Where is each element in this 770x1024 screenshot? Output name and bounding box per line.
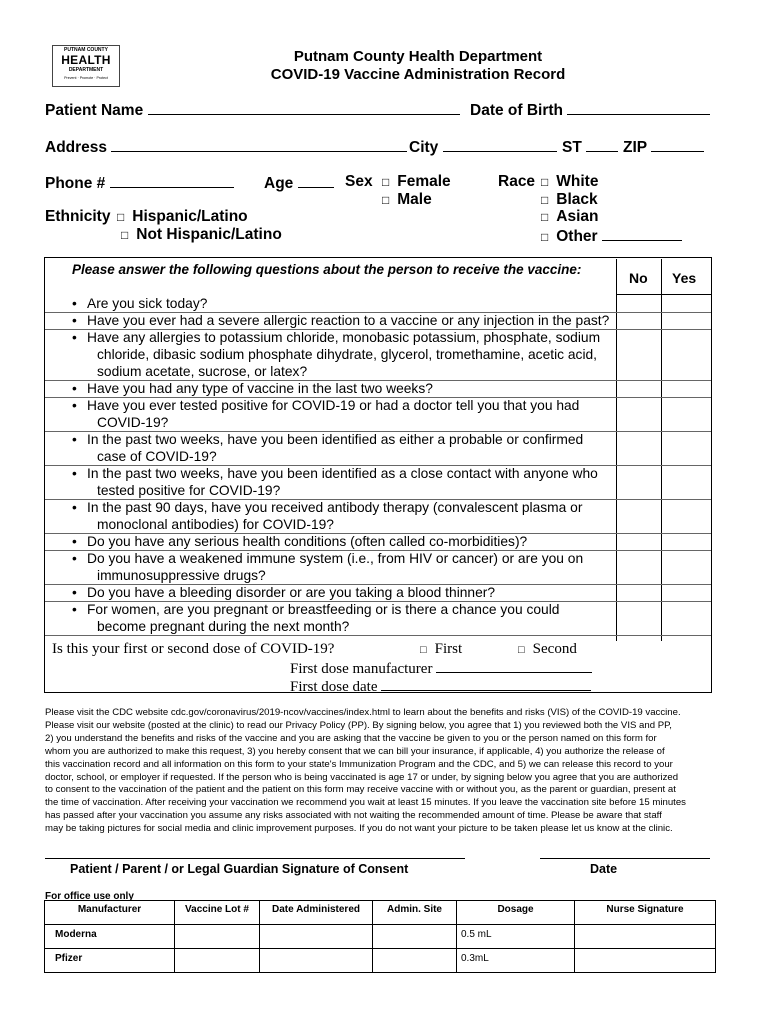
office-column-header: Vaccine Lot #	[185, 904, 249, 915]
answer-yes-cell[interactable]	[662, 499, 711, 533]
question-item	[72, 550, 617, 584]
question-text: In the past 90 days, have you received antibody therapy (convalescent plasma or	[87, 500, 583, 515]
question-text: For women, are you pregnant or breastfeeding or is there a chance you could	[87, 602, 560, 617]
first-dose-date-label: First dose date	[290, 679, 378, 695]
question-text: case of COVID-19?	[97, 449, 217, 464]
address-field[interactable]	[45, 137, 407, 157]
question-text: immunosuppressive drugs?	[97, 568, 266, 583]
patient-name-label: Patient Name	[45, 102, 144, 119]
consent-line: the time of vaccination. After receiving your vaccination we recommend you wait at least 15 minutes. If you leave the vaccination site before 15 minutes	[45, 797, 686, 809]
question-item	[72, 329, 617, 380]
checkbox-icon[interactable]: □	[420, 644, 427, 656]
question-item	[72, 465, 617, 499]
date-administered-cell[interactable]	[260, 925, 373, 949]
answer-no-cell[interactable]	[617, 380, 661, 397]
date-of-birth-label: Date of Birth	[470, 102, 563, 119]
checkbox-icon[interactable]: □	[382, 193, 390, 207]
checkbox-icon[interactable]: □	[117, 210, 125, 224]
sex-option-male[interactable]	[382, 191, 432, 209]
question-text: tested positive for COVID-19?	[97, 483, 281, 498]
logo-tagline: Prevent · Promote · Protect	[64, 76, 108, 80]
answer-yes-cell[interactable]	[662, 533, 711, 550]
first-dose-date-line[interactable]	[381, 677, 591, 691]
admin-site-cell[interactable]	[373, 925, 457, 949]
patient-name-line[interactable]	[148, 100, 460, 115]
race-option-label: Black	[556, 191, 598, 208]
bullet-icon: •	[72, 500, 77, 515]
consent-line: whom you are authorized to make this request, 3) you hereby consent that we can bill your insurance, if applicable, 4) you authorize the release of	[45, 745, 665, 757]
bullet-icon: •	[72, 466, 77, 481]
race-option-white[interactable]	[541, 173, 598, 191]
logo-line-department: DEPARTMENT	[68, 67, 104, 73]
zip-line[interactable]	[651, 137, 704, 152]
ethnicity-option-label: Hispanic/Latino	[132, 208, 248, 225]
questionnaire-heading: Please answer the following questions about the person to receive the vaccine:	[72, 262, 582, 277]
dose-option-label: First	[434, 641, 463, 657]
answer-yes-cell[interactable]	[662, 601, 711, 635]
consent-line: may be taking pictures for social media and clinic improvement purposes. If you do not want your picture to be taken please let us know at the clinic.	[45, 823, 673, 835]
sex-option-female[interactable]	[382, 173, 451, 191]
dose-option-first[interactable]	[420, 641, 462, 658]
answer-no-cell[interactable]	[617, 533, 661, 550]
bullet-icon: •	[72, 330, 77, 345]
column-header-yes: Yes	[672, 270, 697, 286]
row-divider	[45, 635, 711, 636]
office-manufacturer: Pfizer	[55, 953, 83, 964]
question-text: In the past two weeks, have you been identified as either a probable or confirmed	[87, 432, 584, 447]
zip-label: ZIP	[623, 139, 647, 156]
phone-field[interactable]	[45, 173, 234, 193]
race-option-black[interactable]	[541, 191, 598, 209]
city-label: City	[409, 139, 439, 156]
answer-no-cell[interactable]	[617, 312, 661, 329]
question-text: Do you have a weakened immune system (i.e., from HIV or cancer) or are you on	[87, 551, 584, 566]
question-item	[72, 533, 617, 550]
question-item	[72, 312, 617, 329]
answer-yes-cell[interactable]	[662, 465, 711, 499]
page-subtitle: COVID-19 Vaccine Administration Record	[270, 66, 566, 83]
checkbox-icon[interactable]: □	[541, 193, 549, 207]
consent-line: Please visit the CDC website cdc.gov/coronavirus/2019-ncov/vaccines/index.html to learn about the benefits and risks (VIS) of the COVID-19 vaccine.	[45, 707, 681, 718]
question-text: Have you ever tested positive for COVID-19 or had a doctor tell you that you had	[87, 398, 580, 413]
date-of-birth-line[interactable]	[567, 100, 710, 115]
admin-site-cell[interactable]	[373, 949, 457, 973]
dose-question: Is this your first or second dose of COVID-19?	[52, 641, 335, 657]
city-field[interactable]	[409, 137, 557, 157]
answer-yes-cell[interactable]	[662, 312, 711, 329]
question-text: sodium acetate, sucrose, or latex?	[97, 364, 308, 379]
question-item	[72, 397, 617, 431]
answer-yes-cell[interactable]	[662, 329, 711, 380]
answer-no-cell[interactable]	[617, 584, 661, 601]
answer-no-cell[interactable]	[617, 465, 661, 499]
consent-line: this vaccination record and all information on this form to your state's Immunization Program and the CDC, and 5) we can release this record to your	[45, 758, 673, 770]
table-row	[45, 949, 716, 973]
logo-line-health: HEALTH	[61, 53, 111, 67]
office-use-table	[44, 900, 716, 973]
question-text: Are you sick today?	[87, 296, 208, 311]
address-label: Address	[45, 139, 108, 156]
dose-option-second[interactable]	[518, 641, 577, 658]
table-row	[45, 925, 716, 949]
age-field[interactable]	[264, 173, 334, 193]
answer-no-cell[interactable]	[617, 397, 661, 431]
signature-date-label: Date	[590, 862, 618, 876]
race-option-label: White	[556, 173, 599, 190]
date-administered-cell[interactable]	[260, 949, 373, 973]
checkbox-icon[interactable]: □	[541, 175, 549, 189]
bullet-icon: •	[72, 534, 77, 549]
question-text: Have any allergies to potassium chloride, monobasic potassium, phosphate, sodium	[87, 330, 601, 345]
consent-text	[45, 707, 717, 836]
signature-date-line[interactable]	[540, 858, 710, 859]
race-option-asian[interactable]	[541, 208, 598, 226]
ethnicity-option-not-hispanic[interactable]	[121, 226, 282, 244]
page-title: Putnam County Health Department	[293, 48, 543, 65]
race-other-line[interactable]	[602, 226, 682, 241]
phone-label: Phone #	[45, 175, 106, 192]
answer-yes-cell[interactable]	[662, 397, 711, 431]
answer-no-cell[interactable]	[617, 550, 661, 584]
nurse-signature-cell[interactable]	[575, 949, 716, 973]
checkbox-icon[interactable]: □	[518, 644, 525, 656]
office-column-header: Admin. Site	[386, 904, 442, 915]
question-text: monoclonal antibodies) for COVID-19?	[97, 517, 334, 532]
address-line[interactable]	[111, 137, 407, 152]
zip-field[interactable]	[623, 137, 704, 157]
question-text: Do you have a bleeding disorder or are you taking a blood thinner?	[87, 585, 496, 600]
question-text: become pregnant during the next month?	[97, 619, 350, 634]
answer-yes-cell[interactable]	[662, 380, 711, 397]
answer-yes-cell[interactable]	[662, 295, 711, 312]
first-dose-manufacturer-field[interactable]	[290, 659, 592, 678]
office-dosage: 0.3mL	[461, 953, 489, 964]
phone-line[interactable]	[110, 173, 234, 188]
date-of-birth-field[interactable]	[470, 100, 710, 120]
bullet-icon: •	[72, 381, 77, 396]
first-dose-date-field[interactable]	[290, 677, 591, 696]
logo-line-county: PUTNAM COUNTY	[64, 47, 108, 53]
question-text: Do you have any serious health conditions (often called co-morbidities)?	[87, 534, 528, 549]
question-item	[72, 584, 617, 601]
question-text: COVID-19?	[97, 415, 169, 430]
bullet-icon: •	[72, 432, 77, 447]
ethnicity-label: Ethnicity	[45, 208, 111, 225]
office-dosage: 0.5 mL	[461, 929, 492, 940]
question-item	[72, 431, 617, 465]
checkbox-icon[interactable]: □	[541, 210, 549, 224]
question-item	[72, 601, 617, 635]
consent-line: doctor, school, or employer if requested. If the person who is being vaccinated is age 17 or under, by signing below you agree that you are authorized	[45, 771, 679, 783]
question-text: Have you had any type of vaccine in the last two weeks?	[87, 381, 433, 396]
checkbox-icon[interactable]: □	[382, 175, 390, 189]
office-manufacturer: Moderna	[55, 929, 97, 940]
age-label: Age	[264, 175, 294, 192]
consent-line: has passed after your vaccination you assume any risks associated with not waiting the recommended amount of time. Please be aware that staff	[45, 810, 662, 822]
bullet-icon: •	[72, 551, 77, 566]
office-column-header: Manufacturer	[77, 904, 142, 915]
question-item	[72, 499, 617, 533]
race-option-label: Other	[556, 228, 598, 245]
state-field[interactable]	[562, 137, 618, 157]
bullet-icon: •	[72, 398, 77, 413]
question-text: Have you ever had a severe allergic reaction to a vaccine or any injection in the past?	[87, 313, 610, 328]
first-dose-manufacturer-label: First dose manufacturer	[290, 661, 433, 677]
checkbox-icon[interactable]: □	[121, 228, 129, 242]
question-text: In the past two weeks, have you been identified as a close contact with anyone who	[87, 466, 598, 481]
sex-label: Sex	[345, 173, 373, 190]
race-label: Race	[498, 173, 536, 190]
signature-label: Patient / Parent / or Legal Guardian Signature of Consent	[70, 862, 409, 876]
ethnicity-option-hispanic[interactable]	[117, 208, 248, 226]
office-column-header: Date Administered	[272, 904, 360, 915]
age-line[interactable]	[298, 173, 334, 188]
answer-no-cell[interactable]	[617, 499, 661, 533]
answer-yes-cell[interactable]	[662, 431, 711, 465]
bullet-icon: •	[72, 602, 77, 617]
checkbox-icon[interactable]: □	[541, 230, 549, 244]
answer-yes-cell[interactable]	[662, 550, 711, 584]
state-label: ST	[562, 139, 582, 156]
patient-name-field[interactable]	[45, 100, 460, 120]
question-item	[72, 295, 617, 312]
answer-no-cell[interactable]	[617, 431, 661, 465]
city-line[interactable]	[443, 137, 557, 152]
vaccine-lot-cell[interactable]	[175, 925, 260, 949]
sex-option-label: Male	[397, 191, 432, 208]
vaccine-lot-cell[interactable]	[175, 949, 260, 973]
dose-option-label: Second	[532, 641, 577, 657]
answer-no-cell[interactable]	[617, 329, 661, 380]
race-option-other[interactable]	[541, 226, 682, 246]
bullet-icon: •	[72, 296, 77, 311]
sex-option-label: Female	[397, 173, 451, 190]
consent-line: Please visit our website (posted at the clinic) to read our Privacy Policy (PP). By signing below, you agree that 1) you reviewed both the VIS and PP,	[45, 719, 672, 731]
ethnicity-option-label: Not Hispanic/Latino	[136, 226, 282, 243]
first-dose-manufacturer-line[interactable]	[436, 659, 592, 673]
answer-no-cell[interactable]	[617, 601, 661, 635]
question-text: chloride, dibasic sodium phosphate dihydrate, glycerol, tromethamine, acetic acid,	[97, 347, 598, 362]
office-column-header: Dosage	[497, 904, 534, 915]
column-header-no: No	[629, 270, 648, 286]
state-line[interactable]	[586, 137, 618, 152]
nurse-signature-cell[interactable]	[575, 925, 716, 949]
bullet-icon: •	[72, 313, 77, 328]
office-column-header: Nurse Signature	[606, 904, 684, 915]
question-item	[72, 380, 617, 397]
signature-line[interactable]	[45, 858, 465, 859]
answer-yes-cell[interactable]	[662, 584, 711, 601]
bullet-icon: •	[72, 585, 77, 600]
race-option-label: Asian	[556, 208, 599, 225]
consent-line: 2) you understand the benefits and risks of the vaccine and you are asking that the vaccine be given to you or the person named on this form for	[45, 732, 657, 744]
consent-line: to consent to the vaccination of the patient and the patient on this form may receive vaccine with or without you, as the parent or guardian, present at	[45, 784, 676, 796]
answer-no-cell[interactable]	[617, 295, 661, 312]
office-use-heading: For office use only	[45, 891, 134, 902]
